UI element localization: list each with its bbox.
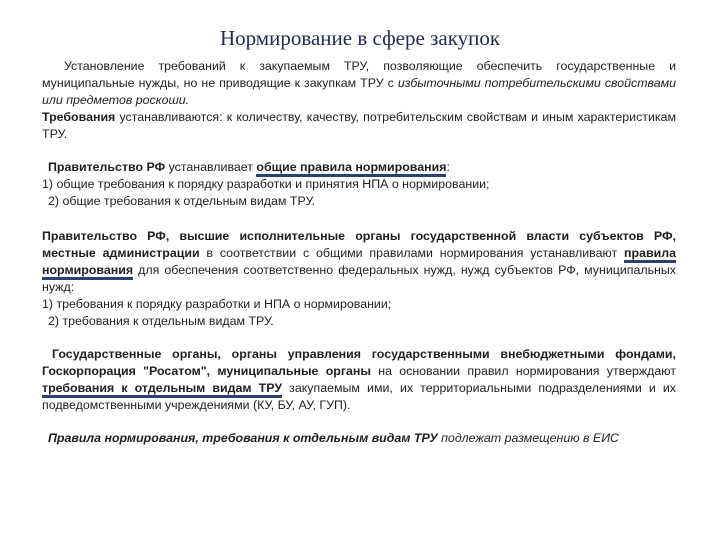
intro-paragraph	[42, 58, 676, 109]
eis-bold-italic-text: Правила нормирования, требования к отдельным видам ТРУ	[48, 431, 438, 445]
government-rules-section	[42, 159, 676, 210]
eis-paragraph	[42, 430, 676, 447]
regional-bold-text: Правительство РФ, высшие исполнительные органы государственной власти субъектов РФ, местные администрации	[42, 229, 676, 260]
regional-item-1: 1) требования к порядку разработки и НПА о нормировании;	[42, 297, 392, 311]
government-rules-paragraph	[42, 159, 676, 176]
requirements-paragraph	[42, 109, 676, 143]
requirements-underlined: требования к отдельным видам ТРУ	[42, 381, 282, 398]
intro-section	[42, 58, 676, 143]
requirements-bold-text: Требования	[42, 110, 116, 124]
state-bodies-paragraph	[42, 346, 676, 414]
requirements-rest-text: устанавливаются: к количеству, качеству, потребительским свойствам и иным характеристикам ТРУ.	[42, 110, 676, 141]
rules-underlined: правила нормирования	[42, 246, 676, 280]
general-rules-underlined: общие правила нормирования	[256, 160, 446, 177]
regional-rules-paragraph	[42, 228, 676, 296]
regional-rules-section	[42, 228, 676, 330]
regional-item-2: 2) требования к отдельным видам ТРУ.	[48, 314, 274, 328]
government-end-text: :	[446, 160, 450, 174]
intro-italic-text: избыточными потребительскими свойствами или предметов роскоши.	[42, 76, 676, 107]
intro-lead-text: Установление требований к закупаемым ТРУ, позволяющие обеспечить государственные и муниципальные нужды, но не приводящие к закупкам ТРУ с	[42, 59, 676, 90]
regional-end-text: для обеспечения соответственно федеральных нужд, нужд субъектов РФ, муниципальных нужд:	[42, 263, 676, 294]
state-bodies-section	[42, 346, 676, 414]
eis-italic-text: подлежат размещению в ЕИС	[437, 431, 619, 445]
state-bodies-end-text: закупаемым ими, их территориальными подразделениями и их подведомственными учреждениями (КУ, БУ, АУ, ГУП).	[42, 381, 676, 412]
government-item-2: 2) общие требования к отдельным видам ТРУ.	[48, 194, 316, 208]
government-bold-text: Правительство РФ	[48, 160, 166, 174]
eis-section	[42, 430, 676, 447]
page-title: Нормирование в сфере закупок	[219, 26, 501, 50]
state-bodies-bold-text: Государственные органы, органы управления государственными внебюджетными фондами, Госкорпорация "Росатом", муниципальные органы	[42, 347, 676, 378]
government-mid-text: устанавливает	[165, 160, 257, 174]
regional-mid-text: в соответствии с общими правилами нормирования устанавливают	[199, 246, 625, 260]
state-bodies-mid-text: на основании правил нормирования утверждают	[370, 364, 676, 378]
government-item-1: 1) общие требования к порядку разработки и принятия НПА о нормировании;	[42, 177, 490, 191]
